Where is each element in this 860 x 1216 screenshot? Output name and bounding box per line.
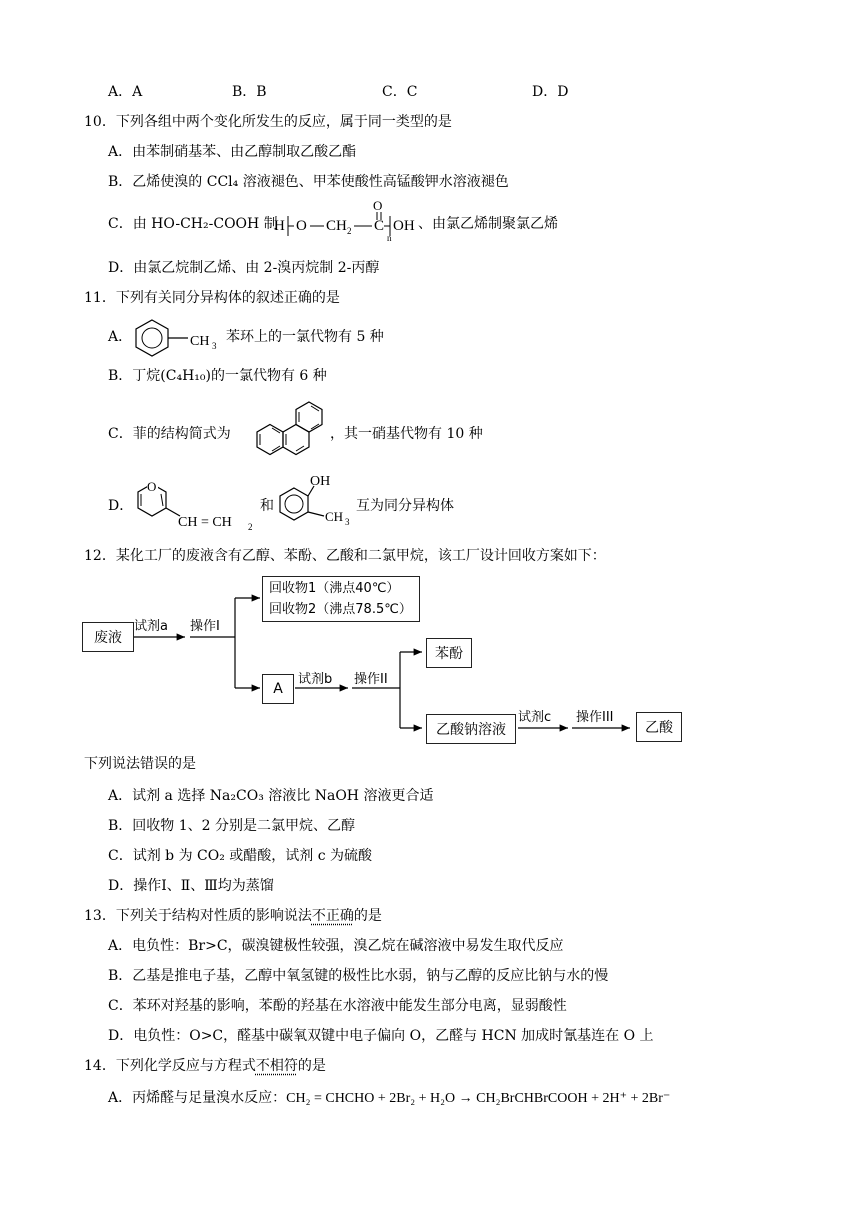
q13-stem (84, 906, 382, 926)
q11-option-a-prefix: A． (108, 329, 133, 345)
svg-text:OH: OH (310, 474, 331, 489)
q11-option-d-and: 和 (260, 498, 274, 514)
svg-text:2: 2 (248, 522, 253, 532)
q10-option-c-prefix: C．由 HO-CH₂-COOH 制 (108, 216, 278, 232)
operation-3-label: 操作III (576, 710, 614, 725)
phenanthrene-structure (238, 398, 328, 470)
q11-option-c-prefix: C．菲的结构简式为 (108, 426, 231, 442)
toluene-structure (134, 318, 224, 358)
svg-text:O: O (147, 479, 157, 494)
q9-option-b: B．B (232, 84, 267, 100)
q9-option-c: C．C (382, 84, 418, 100)
q9-option-d: D．D (532, 84, 569, 100)
q13-option-d: D．电负性：O>C，醛基中碳氧双键中电子偏向 O，乙醛与 HCN 加成时氰基连在 O 上 (108, 1028, 654, 1044)
q12-option-c: C．试剂 b 为 CO₂ 或醋酸，试剂 c 为硫酸 (108, 848, 373, 864)
q13-option-c: C．苯环对羟基的影响，苯酚的羟基在水溶液中能发生部分电离，显弱酸性 (108, 998, 567, 1014)
q13-stem-pre: 13．下列关于结构对性质的影响说法 (84, 908, 312, 924)
acetic-acid-box: 乙酸 (636, 712, 682, 742)
recovery-2: 回收物2（沸点78.5℃） (269, 602, 412, 617)
q10-option-d: D．由氯乙烷制乙烯、由 2-溴丙烷制 2-丙醇 (108, 260, 380, 276)
reagent-b-label: 试剂b (298, 672, 333, 687)
q12-option-d: D．操作Ⅰ、Ⅱ、Ⅲ均为蒸馏 (108, 878, 274, 894)
waste-box: 废液 (82, 622, 134, 652)
q11-option-b: B．丁烷(C₄H₁₀)的一氯代物有 6 种 (108, 368, 327, 384)
q14-stem (84, 1056, 326, 1076)
reagent-c-label: 试剂c (518, 710, 552, 725)
svg-text:O: O (296, 218, 307, 234)
a-box: A (262, 674, 294, 704)
q11-stem: 11．下列有关同分异构体的叙述正确的是 (84, 290, 340, 306)
q11-option-d-prefix: D． (108, 498, 134, 514)
q14-stem-post: 的是 (297, 1058, 326, 1074)
q12-option-b: B．回收物 1、2 分别是二氯甲烷、乙醇 (108, 818, 356, 834)
svg-text:CH: CH (325, 509, 344, 524)
q14-option-a-prefix: A．丙烯醛与足量溴水反应： (108, 1090, 287, 1106)
svg-text:3: 3 (345, 517, 350, 527)
operation-2-label: 操作II (354, 672, 388, 687)
q13-option-a: A．电负性：Br>C，碳溴键极性较强，溴乙烷在碱溶液中易发生取代反应 (108, 938, 564, 954)
q13-option-b: B．乙基是推电子基，乙醇中氧氢键的极性比水弱，钠与乙醇的反应比钠与水的慢 (108, 968, 609, 984)
svg-text:CH = CH: CH = CH (178, 515, 232, 530)
q9-option-a: A．A (108, 84, 143, 100)
q11-option-d-suffix: 互为同分异构体 (356, 498, 454, 514)
svg-text:3: 3 (212, 341, 217, 351)
sodium-acetate-box: 乙酸钠溶液 (426, 714, 516, 744)
polyester-structure (272, 200, 418, 242)
q12-question: 下列说法错误的是 (84, 756, 196, 772)
reagent-a-label: 试剂a (134, 619, 168, 634)
recovery-box (262, 576, 420, 622)
pyran-vinyl-structure (134, 478, 258, 534)
svg-text:H: H (274, 218, 285, 234)
q14-option-a (108, 1088, 670, 1109)
svg-text:O: O (373, 200, 383, 213)
q13-stem-emphasis: 不正确 (311, 908, 354, 924)
q13-stem-post: 的是 (353, 908, 382, 924)
q12-stem: 12．某化工厂的废液含有乙醇、苯酚、乙酸和二氯甲烷，该工厂设计回收方案如下： (84, 548, 606, 564)
svg-text:n: n (387, 233, 392, 242)
operation-1-label: 操作I (190, 619, 220, 634)
q10-stem: 10．下列各组中两个变化所发生的反应，属于同一类型的是 (84, 114, 452, 130)
q14-option-a-equation: CH₂ = CHCHO + 2Br₂ + H₂O → CH₂BrCHBrCOOH + 2H⁺ + 2Br⁻ (286, 1091, 671, 1106)
svg-text:CH: CH (190, 334, 210, 349)
q14-stem-emphasis: 不相符 (255, 1058, 298, 1074)
recovery-1: 回收物1（沸点40℃） (269, 581, 400, 596)
q10-option-b: B．乙烯使溴的 CCl₄ 溶液褪色、甲苯使酸性高锰酸钾水溶液褪色 (108, 174, 509, 190)
svg-text:C: C (374, 218, 385, 234)
phenol-box: 苯酚 (426, 638, 472, 668)
q11-option-c-suffix: ，其一硝基代物有 10 种 (330, 426, 483, 442)
svg-text:2: 2 (347, 226, 352, 236)
methylphenol-structure (270, 472, 360, 532)
svg-text:CH: CH (326, 218, 347, 234)
q10-option-a: A．由苯制硝基苯、由乙醇制取乙酸乙酯 (108, 144, 357, 160)
q14-stem-pre: 14．下列化学反应与方程式 (84, 1058, 256, 1074)
q11-option-a-suffix: 苯环上的一氯代物有 5 种 (226, 329, 384, 345)
svg-text:OH: OH (393, 218, 415, 234)
q12-option-a: A．试剂 a 选择 Na₂CO₃ 溶液比 NaOH 溶液更合适 (108, 788, 434, 804)
q10-option-c-suffix: 、由氯乙烯制聚氯乙烯 (418, 216, 558, 232)
